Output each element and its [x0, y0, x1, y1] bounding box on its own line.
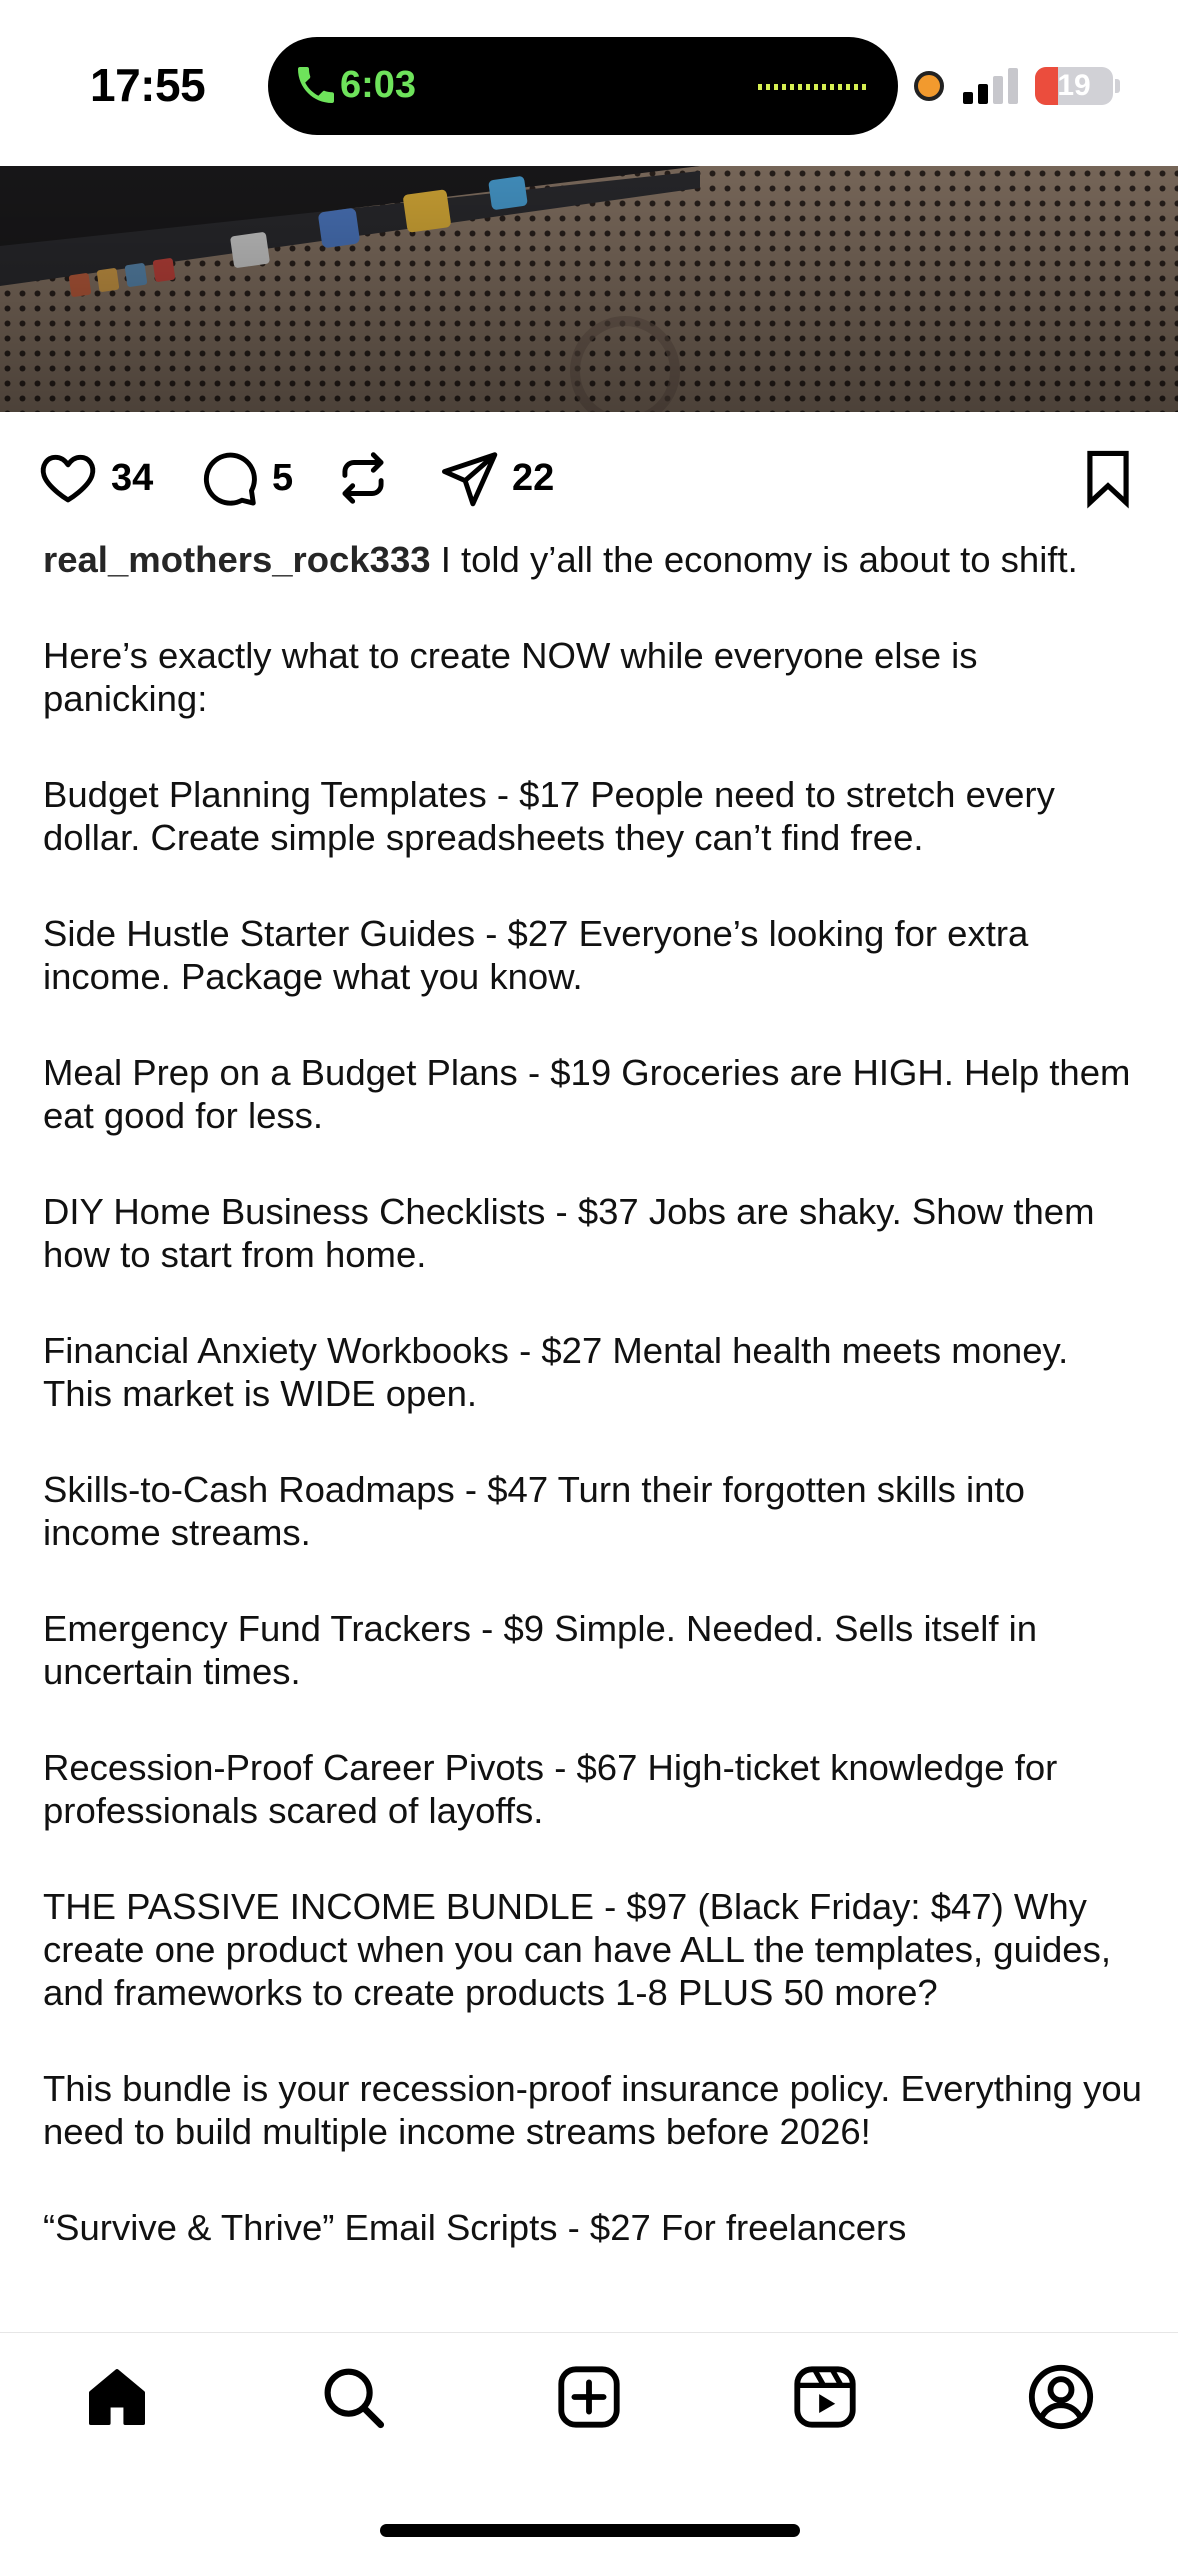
caption-paragraph: Meal Prep on a Budget Plans - $19 Groceries are HIGH. Help them eat good for less. [43, 1052, 1131, 1136]
caption-paragraph: Budget Planning Templates - $17 People need to stretch every dollar. Create simple spreadsheets they can’t find free. [43, 774, 1055, 858]
caption-paragraph: This bundle is your recession-proof insurance policy. Everything you need to build multiple income streams before 2026! [43, 2068, 1142, 2152]
share-action[interactable] [438, 448, 554, 508]
comment-icon[interactable] [198, 447, 260, 509]
home-indicator[interactable] [380, 2524, 800, 2537]
audio-waveform [758, 84, 868, 90]
like-action[interactable] [37, 448, 153, 508]
post-actions [0, 440, 1178, 512]
bookmark-icon[interactable] [1077, 447, 1139, 509]
home-icon[interactable] [82, 2362, 152, 2432]
status-bar [0, 0, 1178, 166]
profile-icon[interactable] [1026, 2362, 1096, 2432]
caption-paragraph: Financial Anxiety Workbooks - $27 Mental health meets money. This market is WIDE open. [43, 1330, 1069, 1414]
recording-indicator [914, 71, 944, 101]
battery-icon [1035, 67, 1113, 105]
like-count: 34 [111, 456, 154, 499]
repost-action[interactable] [332, 448, 394, 508]
create-post-icon[interactable] [554, 2362, 624, 2432]
caption-paragraph: Skills-to-Cash Roadmaps - $47 Turn their forgotten skills into income streams. [43, 1469, 1025, 1553]
caption-paragraph: Recession-Proof Career Pivots - $67 High-ticket knowledge for professionals scared of layoffs. [43, 1747, 1058, 1831]
dynamic-island-call[interactable] [268, 37, 898, 135]
call-duration: 6:03 [340, 64, 417, 106]
heart-icon[interactable] [37, 447, 99, 509]
tab-search[interactable] [313, 2357, 393, 2437]
send-icon[interactable] [438, 447, 500, 509]
comment-count: 5 [272, 456, 294, 499]
tab-create[interactable] [549, 2357, 629, 2437]
repost-icon[interactable] [332, 447, 394, 509]
share-count: 22 [512, 456, 555, 499]
caption-lead-text: I told y’all the economy is about to shift. [440, 539, 1078, 580]
caption-paragraph: “Survive & Thrive” Email Scripts - $27 For freelancers [43, 2207, 907, 2248]
caption-paragraph: Here’s exactly what to create NOW while everyone else is panicking: [43, 635, 978, 719]
caption-paragraph: DIY Home Business Checklists - $37 Jobs are shaky. Show them how to start from home. [43, 1191, 1095, 1275]
post-caption[interactable] [43, 538, 1143, 2328]
tab-profile[interactable] [1021, 2357, 1101, 2437]
phone-icon [292, 61, 340, 109]
tab-home[interactable] [77, 2357, 157, 2437]
status-time: 17:55 [90, 59, 206, 111]
caption-paragraph: Side Hustle Starter Guides - $27 Everyone’s looking for extra income. Package what you know. [43, 913, 1029, 997]
caption-username[interactable]: real_mothers_rock333 [43, 539, 431, 580]
cellular-signal-icon [963, 66, 1023, 104]
post-image[interactable] [0, 166, 1178, 412]
caption-paragraph: Emergency Fund Trackers - $9 Simple. Needed. Sells itself in uncertain times. [43, 1608, 1038, 1692]
tab-reels[interactable] [785, 2357, 865, 2437]
battery-level: 19 [1057, 69, 1091, 102]
caption-paragraph: THE PASSIVE INCOME BUNDLE - $97 (Black Friday: $47) Why create one product when you can have ALL the templates, guides, and frameworks to create products 1-8 PLUS 50 more? [43, 1886, 1111, 2013]
post-photo [0, 166, 1178, 412]
reels-icon[interactable] [790, 2362, 860, 2432]
caption-lead [43, 538, 1143, 581]
save-action[interactable] [1077, 448, 1139, 508]
battery-nub [1115, 79, 1120, 93]
bottom-tab-bar [0, 2332, 1178, 2560]
comment-action[interactable] [198, 448, 293, 508]
search-icon[interactable] [318, 2362, 388, 2432]
